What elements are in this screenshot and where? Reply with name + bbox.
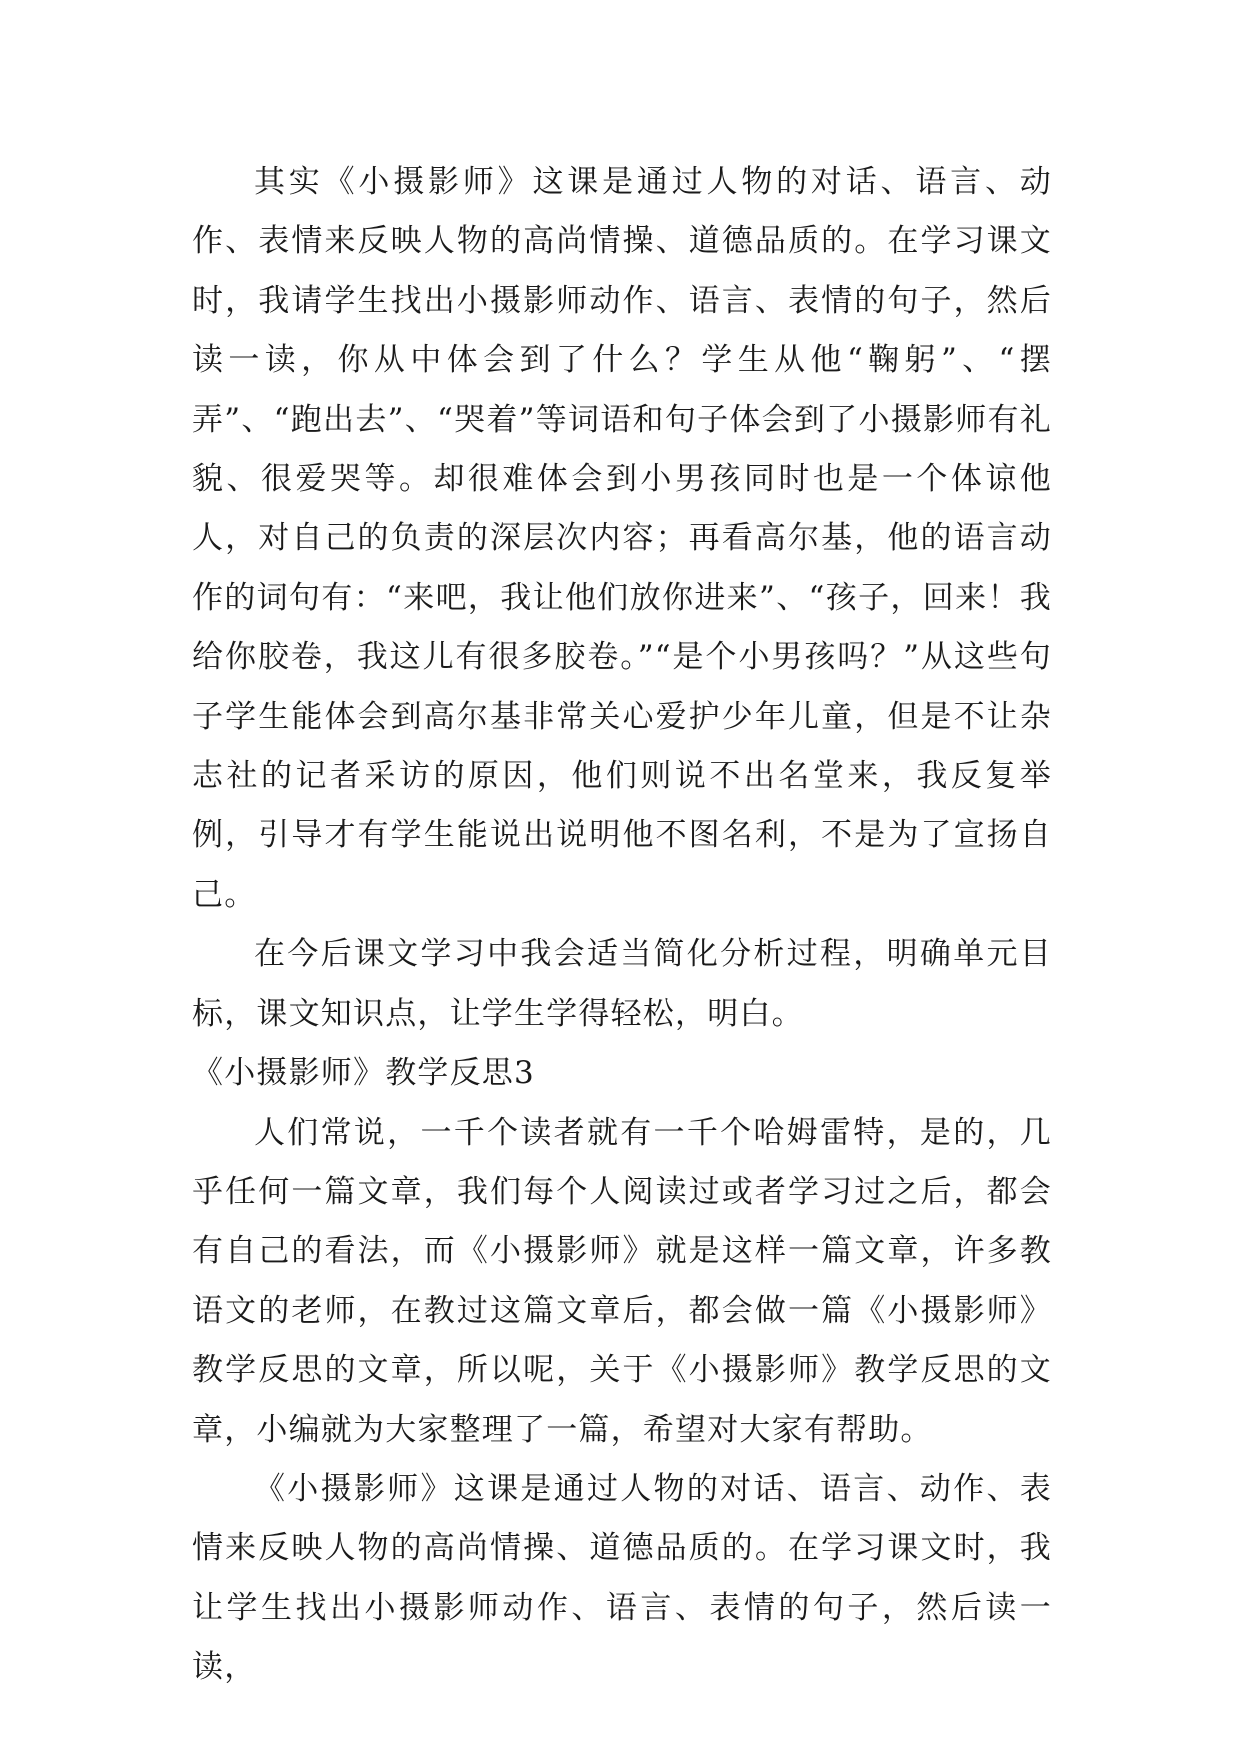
section-paragraph-1: 人们常说，一千个读者就有一千个哈姆雷特，是的，几乎任何一篇文章，我们每个人阅读过或者学习过之后，都会有自己的看法，而《小摄影师》就是这样一篇文章，许多教语文的老师，在教过这篇文章后，都会做一篇《小摄影师》教学反思的文章，所以呢，关于《小摄影师》教学反思的文章，小编就为大家整理了一篇，希望对大家有帮助。 — [192, 1114, 1052, 1448]
section-paragraph-2: 《小摄影师》这课是通过人物的对话、语言、动作、表情来反映人物的高尚情操、道德品质的。在学习课文时，我让学生找出小摄影师动作、语言、表情的句子，然后读一读， — [192, 1470, 1052, 1686]
paragraph-2: 在今后课文学习中我会适当简化分析过程，明确单元目标，课文知识点，让学生学得轻松，明白。 — [192, 936, 1052, 1032]
paragraph-1: 其实《小摄影师》这课是通过人物的对话、语言、动作、表情来反映人物的高尚情操、道德品质的。在学习课文时，我请学生找出小摄影师动作、语言、表情的句子，然后读一读，你从中体会到了什么？学生从他“鞠躬”、“摆弄”、“跑出去”、“哭着”等词语和句子体会到了小摄影师有礼貌、很爱哭等。却很难体会到小男孩同时也是一个体谅他人，对自己的负责的深层次内容；再看高尔基，他的语言动作的词句有：“来吧，我让他们放你进来”、“孩子，回来！我给你胶卷，我这儿有很多胶卷。”“是个小男孩吗？”从这些句子学生能体会到高尔基非常关心爱护少年儿童，但是不让杂志社的记者采访的原因，他们则说不出名堂来，我反复举例，引导才有学生能说出说明他不图名利，不是为了宣扬自己。 — [192, 164, 1052, 913]
document-body — [192, 153, 1052, 1698]
section-title: 《小摄影师》教学反思3 — [192, 1055, 535, 1092]
